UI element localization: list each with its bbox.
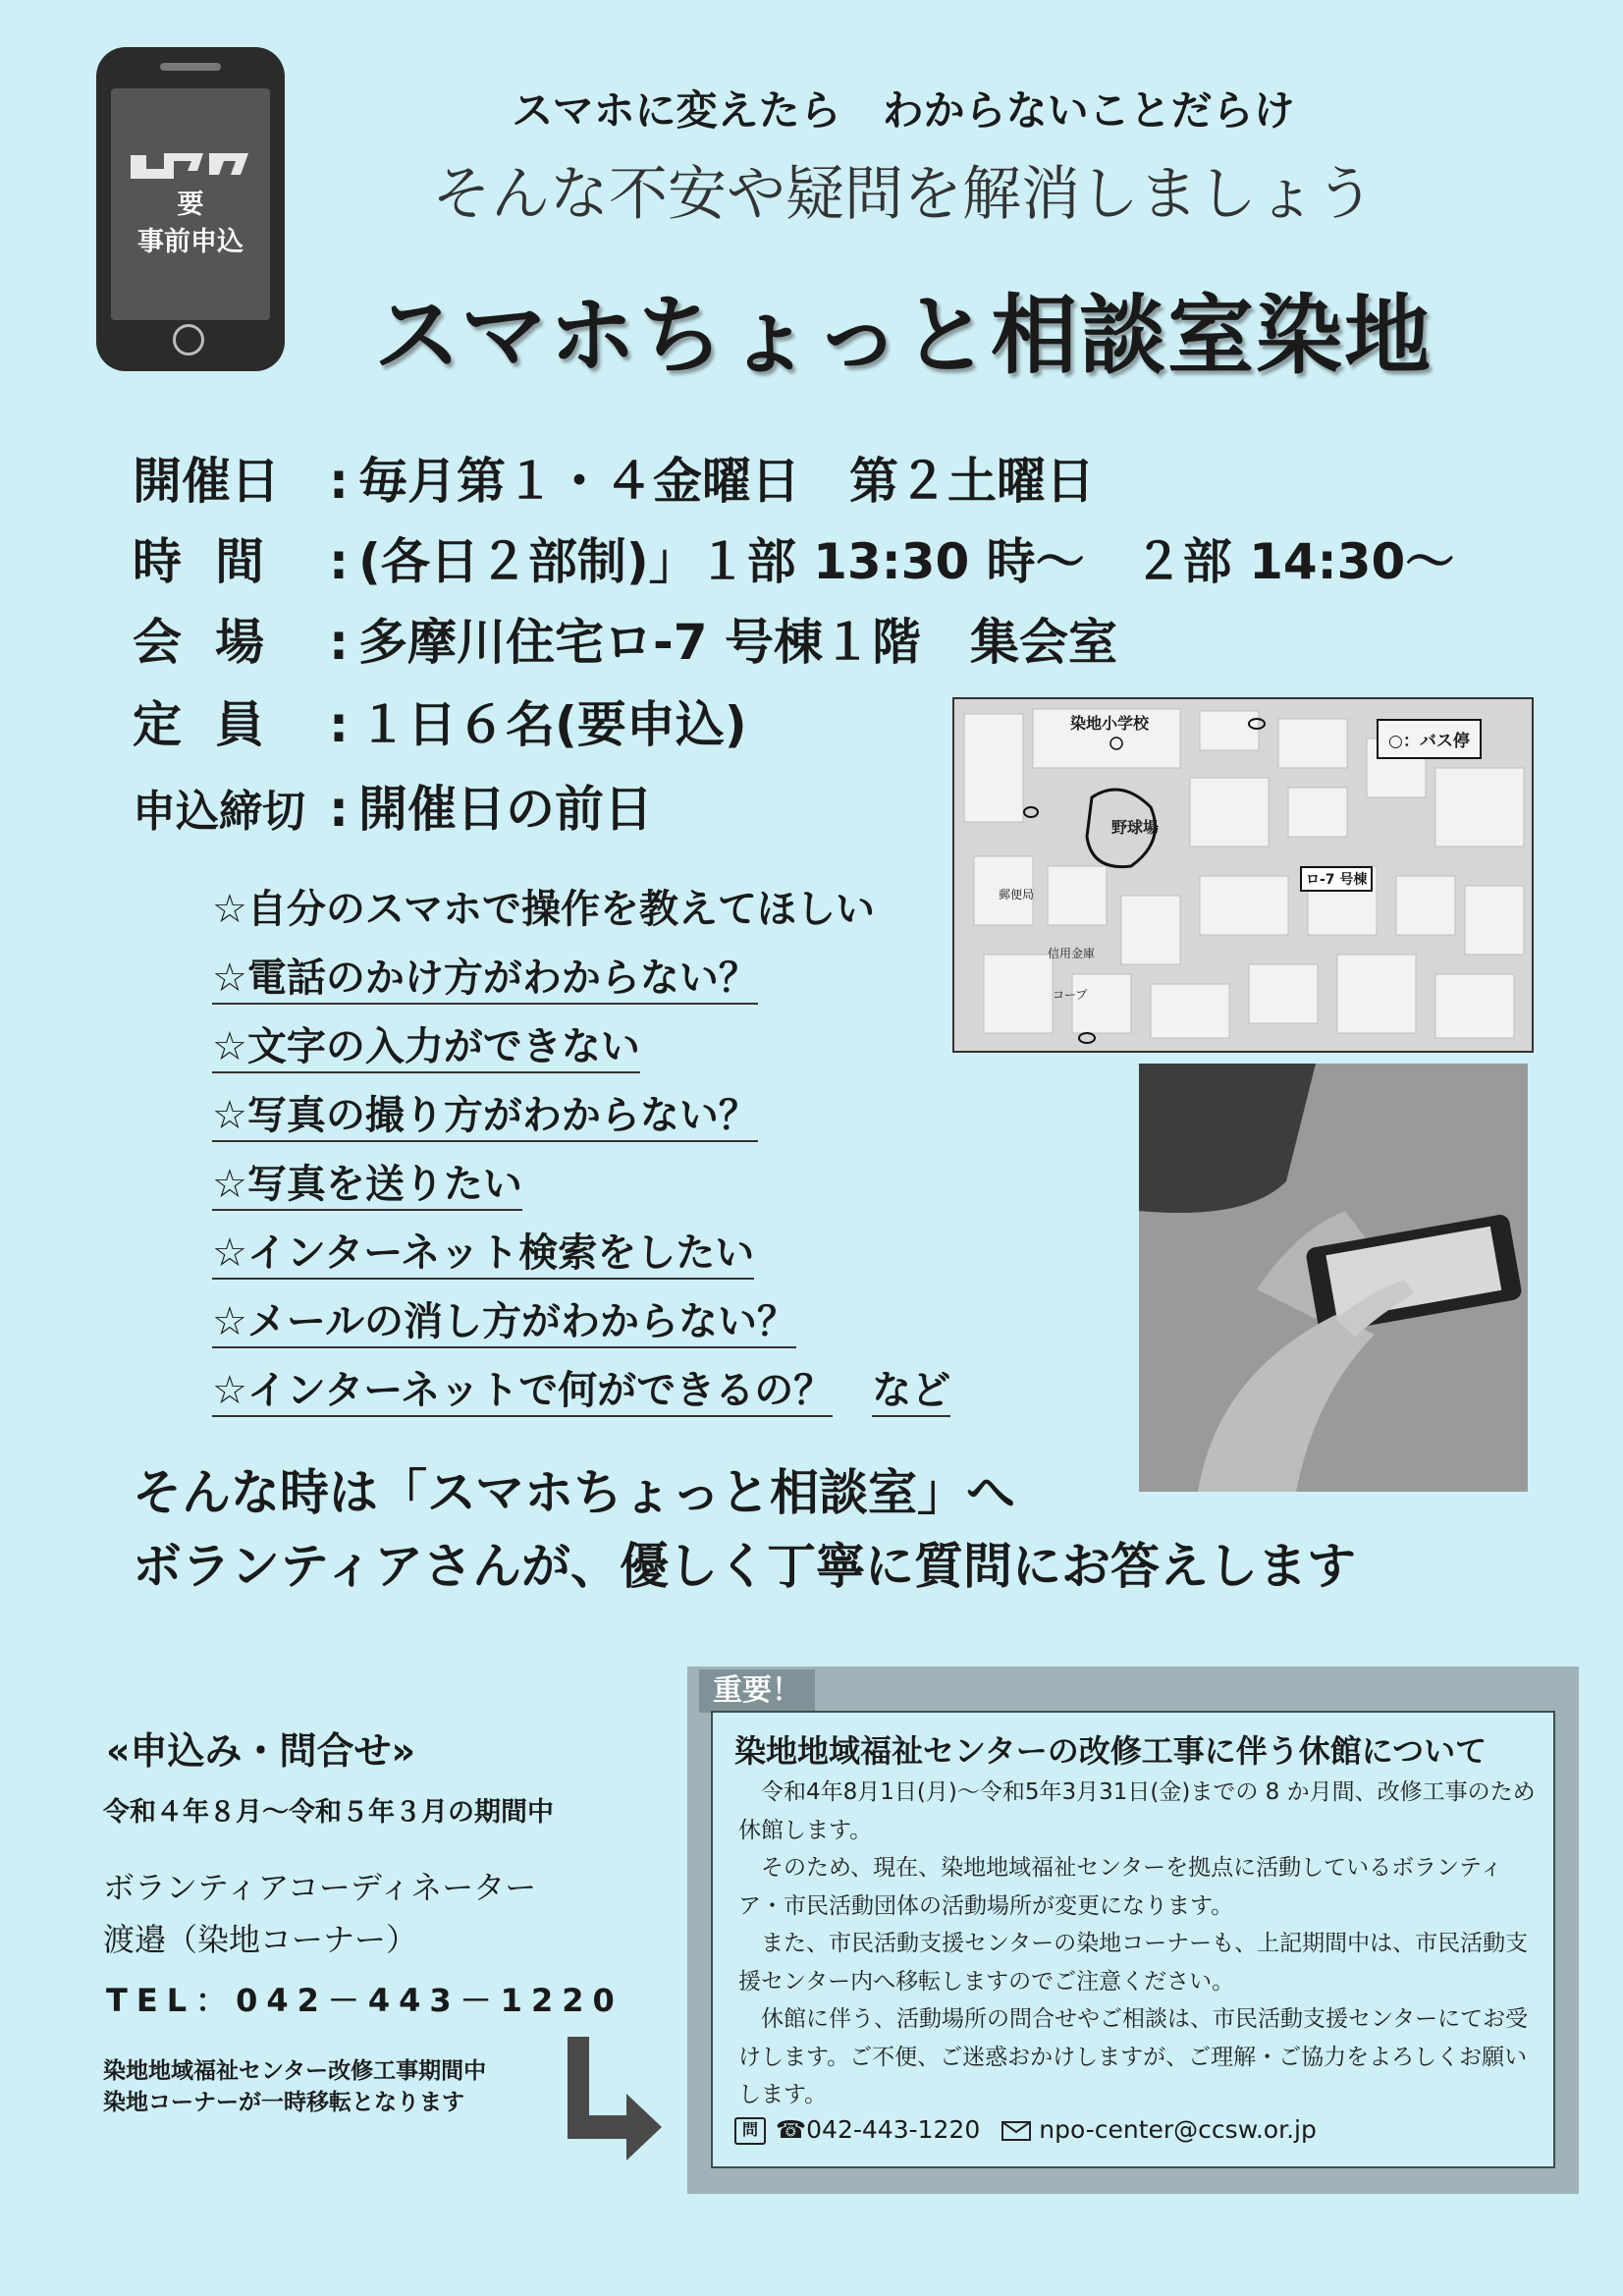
map-label-post-office: 郵便局 <box>999 888 1035 902</box>
map-legend: ○：バス停 <box>1377 719 1482 759</box>
info-label: 時間 <box>133 533 298 590</box>
colon: : <box>329 781 349 838</box>
info-label: 開催日 <box>133 453 280 510</box>
info-row-date <box>133 442 1095 513</box>
arrow-down-right-icon <box>560 2033 668 2160</box>
map-label-building: ロ-7 号棟 <box>1300 866 1373 892</box>
notice-footer <box>734 2115 1317 2145</box>
colon: : <box>329 533 349 590</box>
access-map <box>952 697 1534 1053</box>
notice-email: npo-center@ccsw.or.jp <box>1039 2115 1317 2144</box>
info-value: １日６名(要申込) <box>358 696 747 753</box>
contact-role: ボランティアコーディネーター <box>103 1869 537 1906</box>
info-value: 毎月第１・４金曜日 第２土曜日 <box>358 453 1095 510</box>
list-item: ☆インターネットで何ができるの？ など <box>212 1360 950 1429</box>
contact-heading: «申込み・問合せ» <box>106 1729 416 1773</box>
cta-line-2: ボランティアさんが、優しく丁寧に質問にお答えします <box>133 1538 1356 1595</box>
contact-tel: TEL：042－443－1220 <box>106 1982 623 2019</box>
contact-name: 渡邉（染地コーナー） <box>103 1921 418 1958</box>
reservation-badge <box>111 187 270 261</box>
mail-icon <box>1001 2115 1031 2144</box>
concern-checklist <box>212 879 950 1429</box>
badge-line1: 要 <box>177 190 204 220</box>
list-item: ☆メールの消し方がわからない？ <box>212 1291 950 1360</box>
important-tag: 重要！ <box>699 1669 815 1713</box>
info-label: 申込締切 <box>133 787 305 837</box>
info-label: 定員 <box>133 696 298 753</box>
map-label-school: 染地小学校 <box>1070 714 1150 733</box>
cta-line-1: そんな時は「スマホちょっと相談室」へ <box>133 1464 1015 1521</box>
notice-paragraph: 令和4年8月1日(月)～令和5年3月31日(金)までの 8 か月間、改修工事のため休館します。 <box>738 1779 1536 1843</box>
list-item: ☆インターネット検索をしたい <box>212 1223 950 1291</box>
list-item: ☆自分のスマホで操作を教えてほしい <box>212 887 876 932</box>
colon: : <box>329 696 349 753</box>
colon: : <box>329 453 349 510</box>
notice-body <box>738 1774 1543 2114</box>
info-row-capacity <box>133 685 747 756</box>
notice-paragraph: 休館に伴う、活動場所の問合せやご相談は、市民活動支援センターにてお受けします。ご不便、ご迷惑おかけしますが、ご理解・ご協力をよろしくお願いします。 <box>738 2006 1529 2107</box>
list-item-suffix: など <box>872 1368 950 1417</box>
info-value: (各日２部制)」１部 13:30 時～ ２部 14:30～ <box>358 533 1455 590</box>
tagline-1: スマホに変えたら わからないことだらけ <box>512 86 1295 135</box>
list-item: ☆文字の入力ができない <box>212 1016 950 1085</box>
colon: : <box>329 614 349 671</box>
phone-icon: ☎042-443-1220 <box>776 2115 981 2144</box>
list-item: ☆電話のかけ方がわからない？ <box>212 948 950 1016</box>
tagline-2: そんな不安や疑問を解消しましょう <box>432 160 1375 229</box>
info-row-deadline <box>133 770 653 841</box>
phone-speaker <box>160 63 221 71</box>
photo-graphic <box>1139 1064 1528 1492</box>
notice-title: 染地地域福祉センターの改修工事に伴う休館について <box>734 1732 1488 1770</box>
info-value: 多摩川住宅ロ-7 号棟１階 集会室 <box>358 614 1117 671</box>
info-value: 開催日の前日 <box>358 781 653 838</box>
map-label-ballpark: 野球場 <box>1111 818 1160 837</box>
page-title: スマホちょっと相談室染地 <box>373 285 1434 386</box>
inquiry-icon: 問 <box>734 2117 766 2145</box>
info-label: 会場 <box>133 614 298 671</box>
logo-icon <box>129 145 252 185</box>
contact-period: 令和４年８月～令和５年３月の期間中 <box>103 1797 554 1828</box>
contact-note-1: 染地地域福祉センター改修工事期間中 <box>103 2058 487 2084</box>
smartphone-usage-photo <box>1139 1064 1528 1492</box>
info-row-time <box>133 522 1454 593</box>
badge-line2: 事前申込 <box>137 227 243 257</box>
contact-note-2: 染地コーナーが一時移転となります <box>103 2090 464 2115</box>
notice-paragraph: また、市民活動支援センターの染地コーナーも、上記期間中は、市民活動支援センター内へ移転しますのでご注意ください。 <box>738 1931 1529 1995</box>
info-row-venue <box>133 603 1117 674</box>
list-item: ☆写真を送りたい <box>212 1154 950 1223</box>
phone-home-button <box>173 324 204 355</box>
map-label-bank: 信用金庫 <box>1048 947 1096 960</box>
list-item: ☆写真の撮り方がわからない？ <box>212 1085 950 1154</box>
notice-paragraph: そのため、現在、染地地域福祉センターを拠点に活動しているボランティア・市民活動団体の活動場所が変更になります。 <box>738 1855 1503 1919</box>
map-label-coop: コープ <box>1053 988 1088 1002</box>
